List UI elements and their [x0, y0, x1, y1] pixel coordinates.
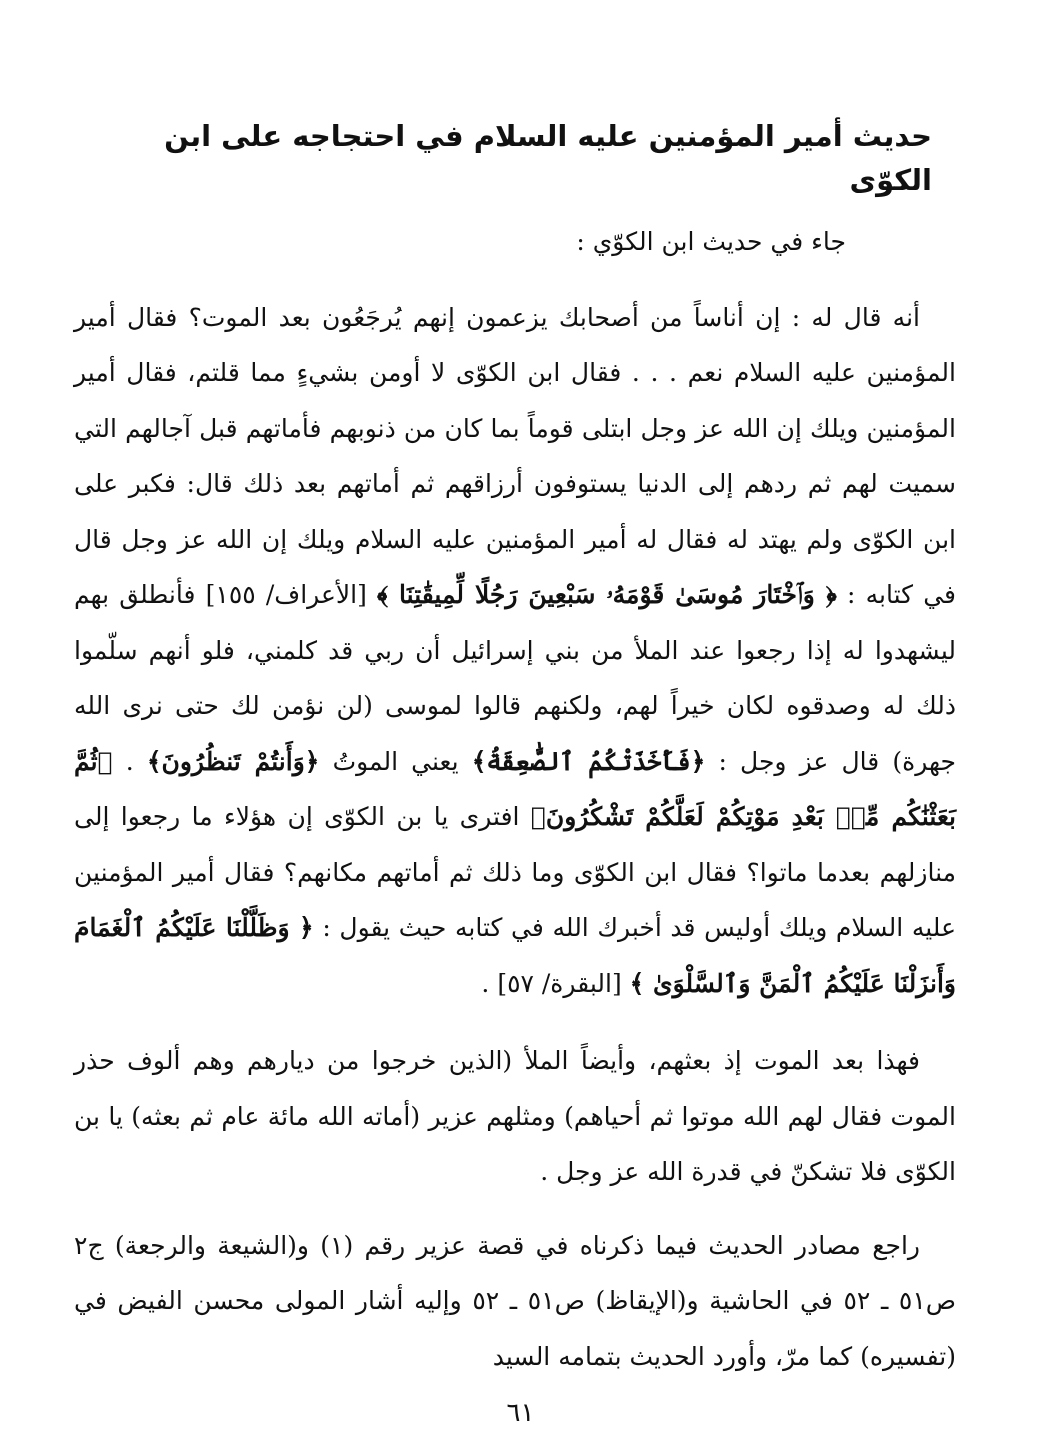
hadith-paragraph — [74, 290, 956, 1012]
quran-verse: ﴿ وَظَلَّلْنَا عَلَيْكُمُ ٱلْغَمَامَ وَأَنزَلْنَا عَلَيْكُمُ ٱلْمَنَّ وَٱلسَّلْوَىٰ ﴾ — [74, 913, 956, 998]
text-segment: افترى يا بن الكوّى إن هؤلاء ما رجعوا إلى منازلهم بعدما ماتوا؟ فقال ابن الكوّى وما ذلك ثم أماتهم مكانهم؟ فقال أمير المؤمنين عليه السلام ويلك أوليس قد أخبرك الله في كتابه حيث يقول : — [74, 802, 956, 942]
text-segment: [البقرة/ ٥٧] . — [481, 968, 630, 998]
text-segment: [الأعراف/ ١٥٥] فأنطلق بهم ليشهدوا له إذا رجعوا عند الملأ من بني إسرائيل أن ربي قد كلمني، فلو أنهم سلّموا ذلك له وصدقوه لكان خيراً لهم، ولكنهم قالوا لموسى (لن نؤمن لك حتى نرى الله جهرة) قال عز وجل : — [74, 580, 956, 776]
text-segment: . — [112, 746, 147, 776]
commentary-paragraph: فهذا بعد الموت إذ بعثهم، وأيضاً الملأ (الذين خرجوا من ديارهم وهم ألوف حذر الموت فقال لهم الله موتوا ثم أحياهم) ومثلهم عزير (أماته الله مائة عام ثم بعثه) يا بن الكوّى فلا تشكنّ في قدرة الله عز وجل . — [74, 1046, 956, 1186]
intro-line: جاء في حديث ابن الكوّي : — [576, 227, 846, 256]
quran-verse: ﴿ثُمَّ بَعَثْنَٰكُم مِّنۢ بَعْدِ مَوْتِكُمْ لَعَلَّكُمْ تَشْكُرُونَ﴾ — [74, 746, 956, 831]
quran-verse: ﴿وَأَنتُمْ تَنظُرُونَ﴾ — [146, 746, 320, 776]
page-title: حديث أمير المؤمنين عليه السلام في احتجاجه على ابن الكوّى — [164, 119, 932, 197]
text-segment: يعني الموتُ — [319, 746, 472, 776]
page-content — [74, 96, 956, 1384]
page-number: ٦١ — [506, 1398, 535, 1428]
quran-verse: ﴿فَأَخَذَتْكُمُ ٱلصَّٰعِقَةُ﴾ — [471, 746, 706, 776]
sources-paragraph: راجع مصادر الحديث فيما ذكرناه في قصة عزير رقم (١) و(الشيعة والرجعة) ج٢ ص٥١ ـ ٥٢ في الحاشية و(الإيقاظ) ص٥١ ـ ٥٢ وإليه أشار المولى محسن الفيض في (تفسيره) كما مرّ، وأورد الحديث بتمامه السيد — [74, 1230, 957, 1371]
quran-verse: ﴿ وَٱخْتَارَ مُوسَىٰ قَوْمَهُۥ سَبْعِينَ رَجُلًا لِّمِيقَٰتِنَا ﴾ — [377, 580, 837, 609]
text-segment: أنه قال له : إن أناساً من أصحابك يزعمون إنهم يُرجَعُون بعد الموت؟ فقال أمير المؤمنين عليه السلام نعم . . . فقال ابن الكوّى لا أومن بشيءٍ مما قلتم، فقال أمير المؤمنين ويلك إن الله عز وجل ابتلى قوماً بما كان من ذنوبهم فأماتهم قبل آجالهم التي سميت لهم ثم ردهم إلى الدنيا يستوفون أرزاقهم ثم أماتهم بعد ذلك قال: فكبر على ابن الكوّى ولم يهتد له فقال له أمير المؤمنين عليه السلام ويلك إن الله عز وجل قال في كتابه : — [74, 302, 956, 609]
